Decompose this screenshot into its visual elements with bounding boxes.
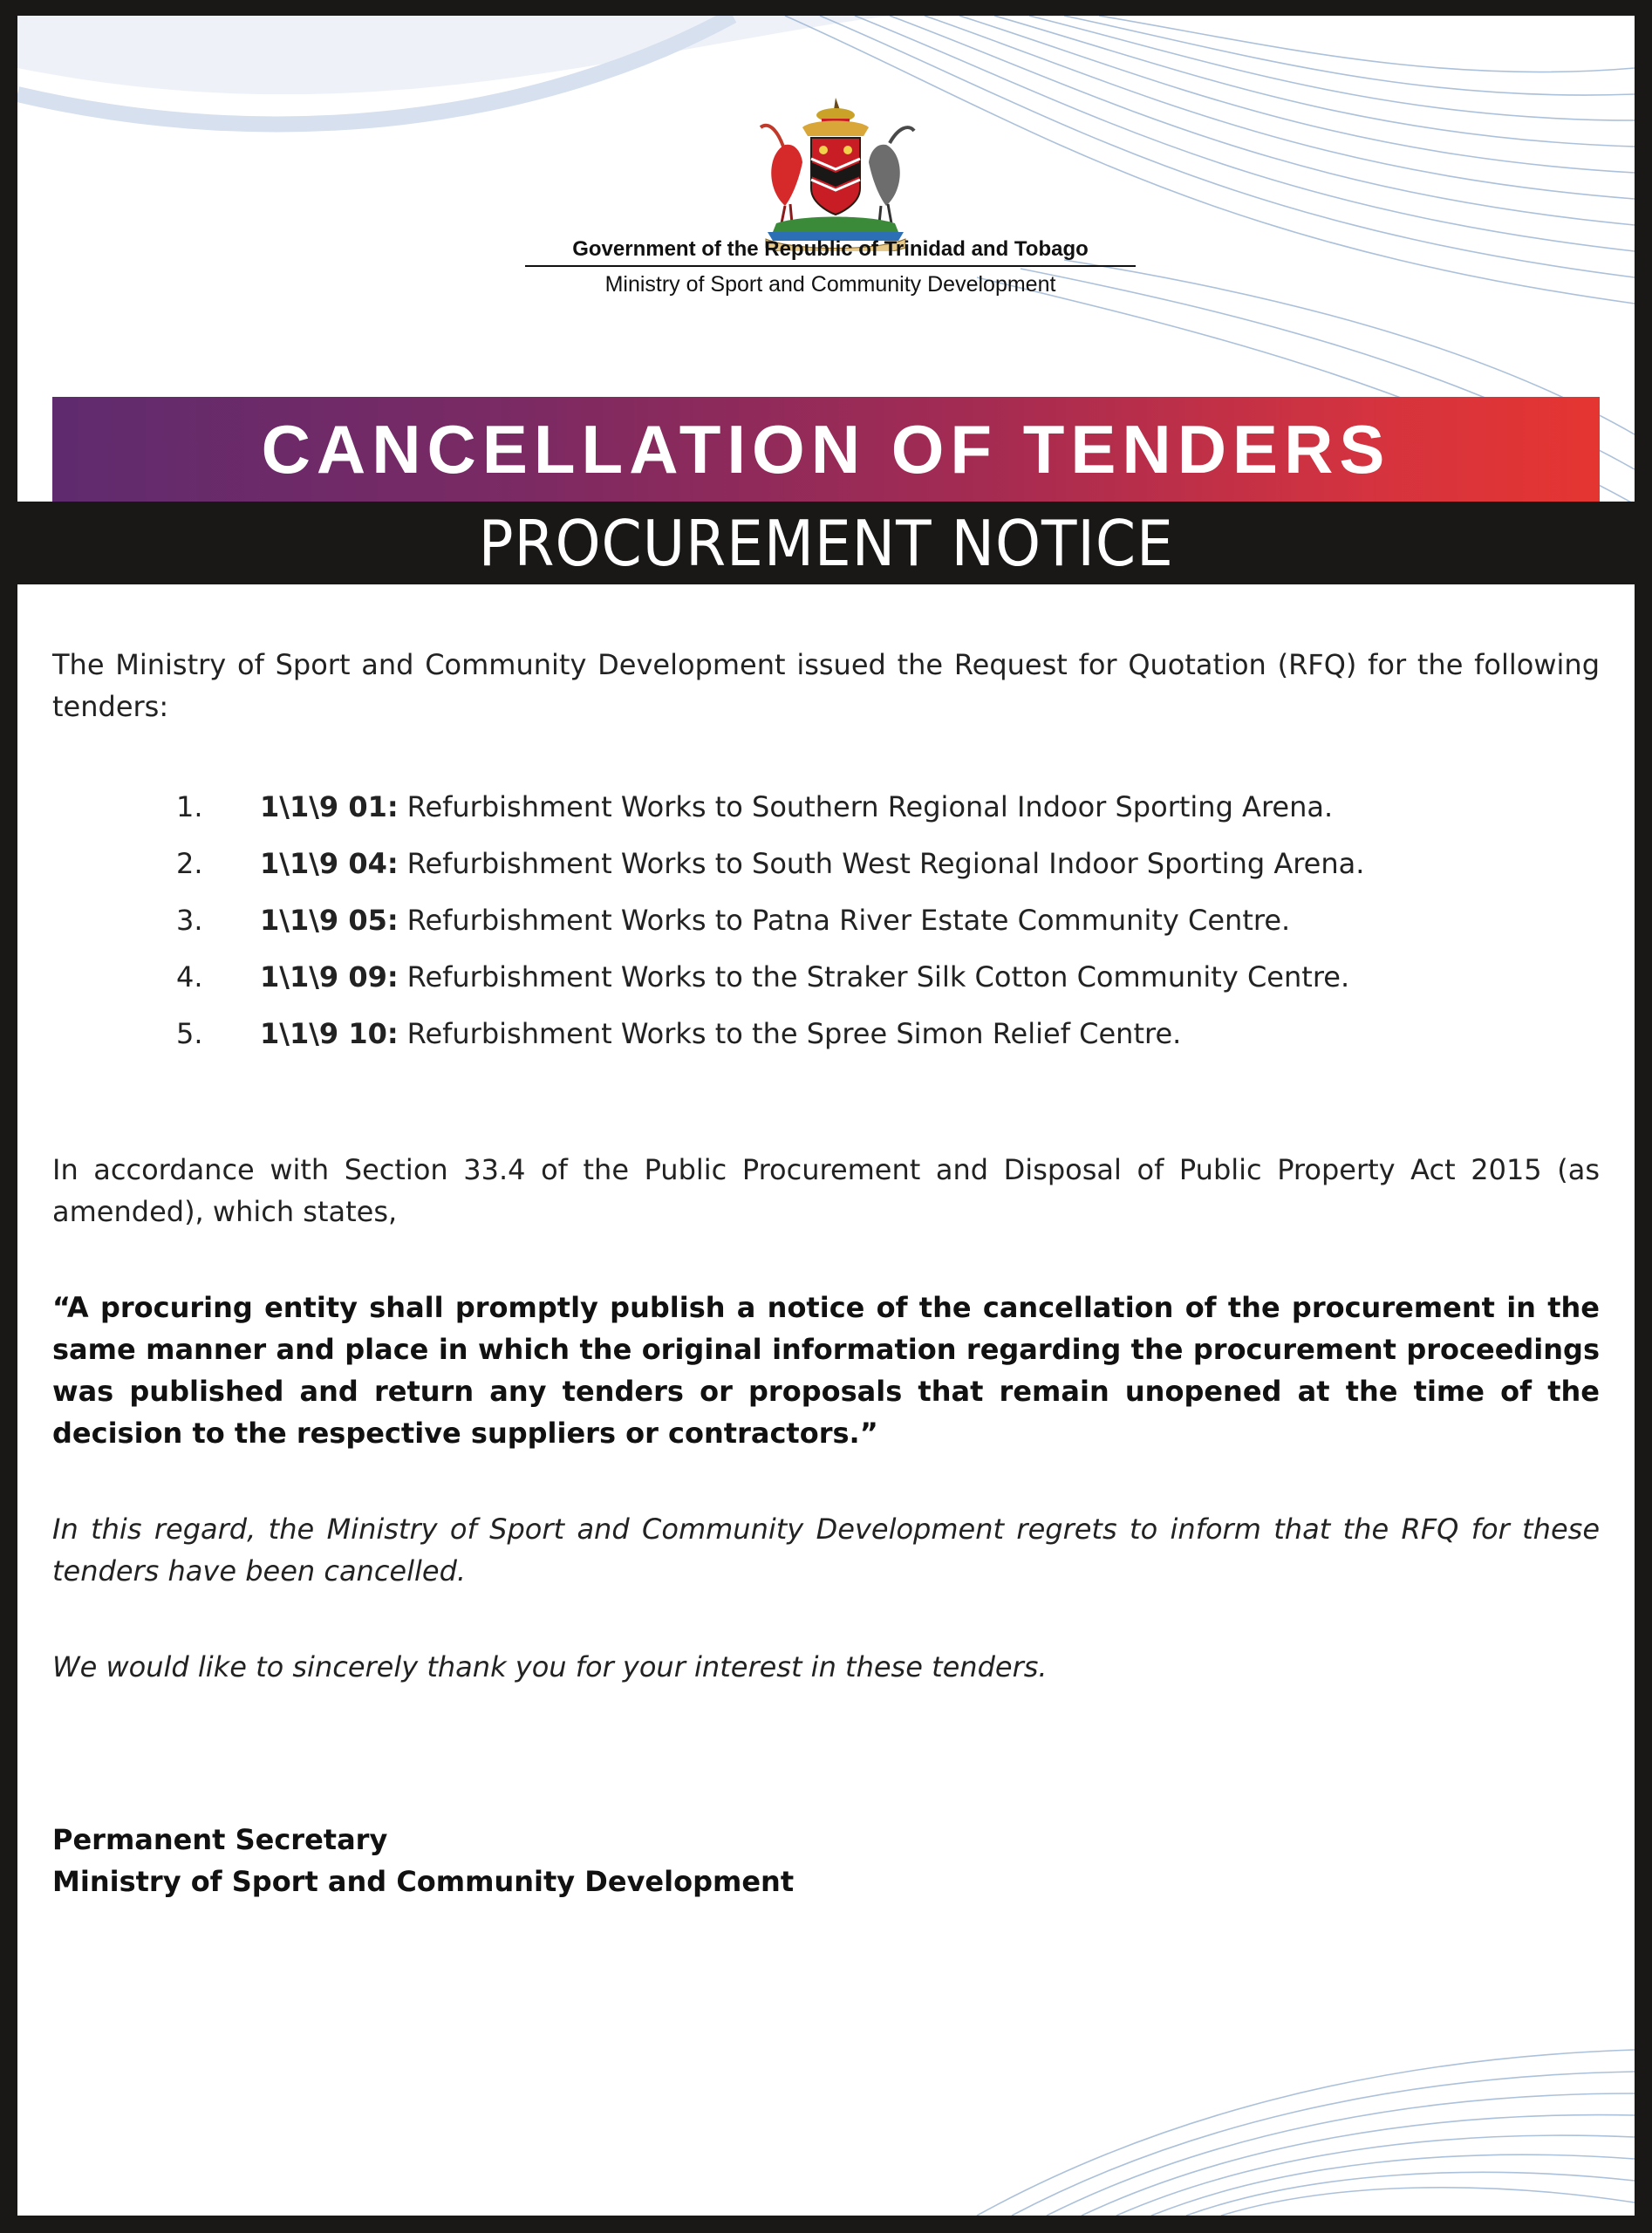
list-item [52, 891, 1600, 948]
list-item [52, 835, 1600, 891]
list-number: 3. [176, 903, 203, 937]
legal-quote: “A procuring entity shall promptly publish a notice of the cancellation of the procurement in the same manner and place in which the original information regarding the procurement proceedings was published and return any tenders or proposals that remain unopened at the time of the decision to the respective suppliers or contractors.” [52, 1291, 1600, 1450]
government-name: Government of the Republic of Trinidad and Tobago [572, 237, 1089, 261]
tender-code: 1\1\9 01: [260, 789, 399, 823]
header [17, 16, 1635, 391]
signature-block [52, 1819, 1600, 1902]
list-item [52, 948, 1600, 1005]
signatory-title: Permanent Secretary [52, 1823, 388, 1856]
list-number: 5. [176, 1016, 203, 1050]
list-number: 2. [176, 846, 203, 880]
list-number: 4. [176, 959, 203, 994]
signatory-ministry: Ministry of Sport and Community Development [52, 1865, 795, 1898]
banner-title: CANCELLATION OF TENDERS [261, 410, 1391, 488]
tender-description: Refurbishment Works to the Straker Silk Cotton Community Centre. [406, 959, 1350, 994]
thank-you-note: We would like to sincerely thank you for your interest in these tenders. [52, 1650, 1048, 1683]
tender-code: 1\1\9 10: [260, 1016, 399, 1050]
list-number: 1. [176, 789, 203, 823]
coat-of-arms-icon [750, 92, 921, 251]
title-banner [52, 397, 1600, 502]
notice-page [17, 16, 1635, 2216]
tender-description: Refurbishment Works to Southern Regional Indoor Sporting Arena. [406, 789, 1334, 823]
tender-code: 1\1\9 04: [260, 846, 399, 880]
list-item [52, 1005, 1600, 1062]
ministry-name: Ministry of Sport and Community Development [604, 272, 1056, 297]
tender-description: Refurbishment Works to Patna River Estate Community Centre. [406, 903, 1291, 937]
notice-title: PROCUREMENT NOTICE [478, 506, 1174, 580]
decorative-waves-bottom [17, 1989, 1635, 2216]
legal-reference-paragraph: In accordance with Section 33.4 of the Public Procurement and Disposal of Public Property Act 2015 (as amended), which states, [52, 1153, 1600, 1228]
tender-list [52, 778, 1600, 1062]
tender-code: 1\1\9 09: [260, 959, 399, 994]
tender-description: Refurbishment Works to the Spree Simon Relief Centre. [406, 1016, 1182, 1050]
header-divider [525, 265, 1136, 267]
tender-code: 1\1\9 05: [260, 903, 399, 937]
notice-body [52, 644, 1600, 1902]
intro-paragraph: The Ministry of Sport and Community Development issued the Request for Quotation (RFQ) for the following tenders: [52, 648, 1600, 723]
tender-description: Refurbishment Works to South West Regional Indoor Sporting Arena. [406, 846, 1365, 880]
cancellation-statement: In this regard, the Ministry of Sport and Community Development regrets to inform that the RFQ for these tenders have been cancelled. [52, 1513, 1600, 1588]
notice-bar [17, 502, 1635, 584]
list-item [52, 778, 1600, 835]
